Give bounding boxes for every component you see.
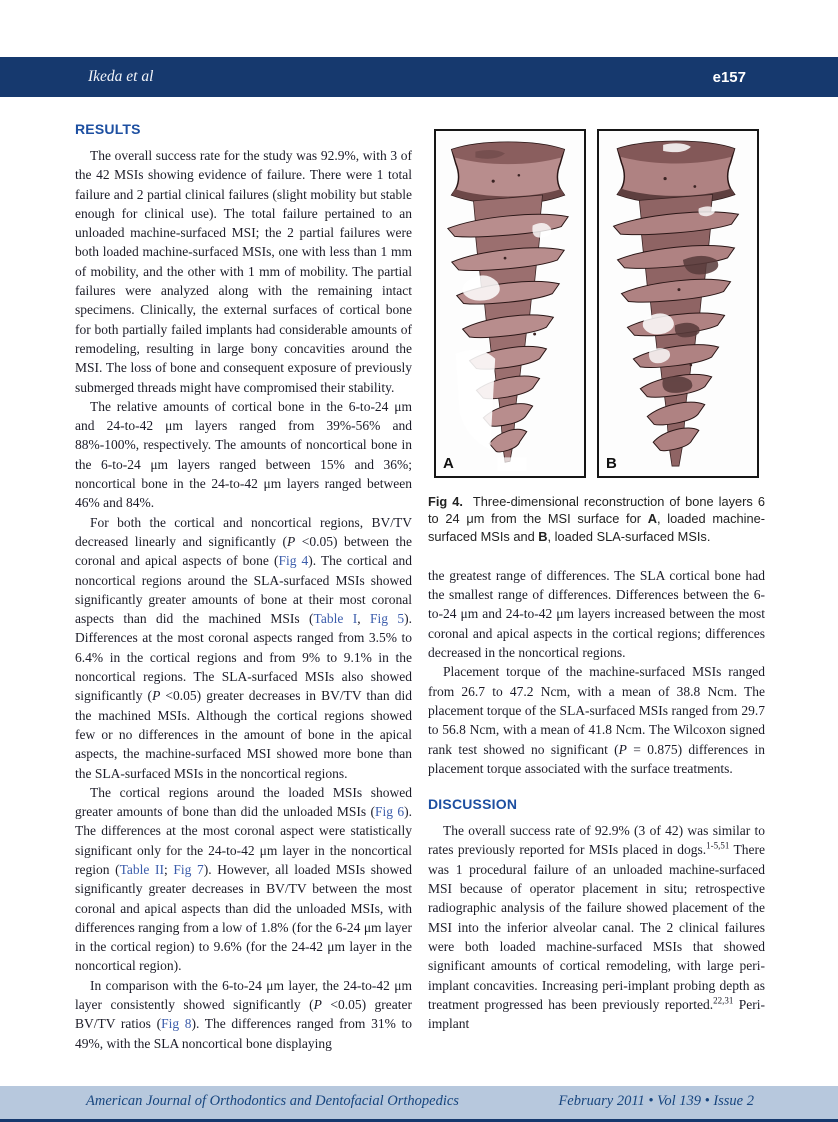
text-segment: <0.05) greater BV/TV ratios ( — [75, 997, 413, 1032]
text-segment: <0.05) between the coronal and apical aspects of bone ( — [75, 533, 413, 569]
text-segment: Fig 4. — [428, 494, 463, 509]
text-segment: A — [647, 511, 657, 527]
text-segment: The relative amounts of cortical bone in the 6-to-24 μm and 24-to-42 μm layers ranged from 39%-56% and 88%-100%, respectively. The amounts of noncortical bone in the 6-to-24 μm layers ranged between 15% and 36%; noncortical bone in the 24-to-42 μm layers ranged between 46% and 84%. — [75, 398, 412, 511]
text-segment: ). The differences at the most coronal aspect were statistically significant only for the 24-to-42 μm layer in the noncortical region ( — [75, 804, 412, 877]
results-paragraph — [75, 397, 412, 513]
cross-reference-link[interactable]: Table I — [313, 611, 358, 627]
results-paragraph-continued — [428, 566, 765, 662]
text-segment: P — [618, 741, 627, 757]
results-paragraph — [75, 146, 412, 397]
figure-panel-a — [434, 129, 586, 478]
page-number: e157 — [712, 68, 746, 86]
text-segment: , — [357, 611, 370, 627]
results-paragraph — [75, 513, 412, 783]
text-segment: Placement torque of the machine-surfaced MSIs ranged from 26.7 to 47.2 Ncm, with a mean of 38.8 Ncm. The placement torque of the SLA-surfaced MSIs ranged from 29.7 to 56.8 Ncm, with a mean of 41.8 Ncm. The Wilcoxon signed rank test showed no significant ( — [428, 664, 765, 757]
text-segment: P — [313, 997, 322, 1013]
text-segment: For both the cortical and noncortical regions, BV/TV decreased linearly and significantly ( — [75, 514, 412, 549]
text-segment: = 0.875) differences in placement torque associated with the surface treatments. — [428, 741, 765, 776]
text-segment: P — [152, 688, 161, 704]
panel-a-label: A — [443, 455, 454, 472]
cross-reference-link[interactable]: Fig 7 — [173, 861, 204, 877]
text-segment: ). Differences at the most coronal aspects ranged from 3.5% to 6.4% in the cortical regions and from 9% to 9.1% in the noncortical regions. The SLA-surfaced MSIs also showed significantly ( — [75, 611, 412, 704]
results-heading: RESULTS — [75, 121, 141, 137]
text-segment: , loaded SLA-surfaced MSIs. — [547, 528, 711, 544]
discussion-heading: DISCUSSION — [428, 796, 518, 813]
text-segment: 1-5,51 — [706, 840, 730, 851]
results-paragraph — [428, 662, 765, 778]
right-column-text — [428, 566, 765, 1034]
figure-panel-b — [597, 129, 759, 478]
text-segment: ). However, all loaded MSIs showed significantly greater decreases in BV/TV between the most coronal and apical aspects than did the unloaded MSIs, with differences ranging from a low of 1.8% (for the 6-24 μm layer in the cortical region) to 9.6% (for the 24-42 μm layer in the noncortical region). — [75, 861, 413, 974]
cross-reference-link[interactable]: Fig 8 — [161, 1016, 192, 1032]
running-head-authors: Ikeda et al — [88, 68, 154, 85]
msi-screw-reconstruction-a — [436, 131, 580, 472]
discussion-paragraph — [428, 821, 765, 1033]
cross-reference-link[interactable]: Fig 6 — [375, 804, 405, 820]
figure-4-caption — [428, 493, 765, 545]
text-segment: the greatest range of differences. The SLA cortical bone had the smallest range of differences. Differences between the 6-to-24 μm and 24-to-42 μm layers increased between the most coronal and apical aspects in the cortical regions; differences decreased in the noncortical regions. — [428, 567, 765, 661]
text-segment: B — [538, 528, 548, 544]
text-segment: The overall success rate of 92.9% (3 of 42) was similar to rates previously reported for MSIs placed in dogs. — [428, 823, 765, 858]
right-column — [428, 121, 765, 1033]
page-header-bar — [0, 57, 838, 97]
figure-4 — [434, 129, 765, 478]
cross-reference-link[interactable]: Fig 4 — [278, 553, 309, 569]
journal-title: American Journal of Orthodontics and Dentofacial Orthopedics — [86, 1092, 459, 1109]
left-column — [75, 121, 412, 1053]
text-segment: In comparison with the 6-to-24 μm layer, the 24-to-42 μm layer consistently showed significantly ( — [75, 977, 412, 1013]
results-paragraph — [75, 783, 412, 976]
text-segment: Three-dimensional reconstruction of bone layers 6 to 24 μm from the MSI surface for — [428, 494, 766, 527]
results-paragraph — [75, 976, 412, 1053]
page-footer-bar — [0, 1086, 838, 1122]
text-segment: <0.05) greater decreases in BV/TV than did the machined MSIs. Although the cortical regions showed few or no differences in the amount of bone in the apical aspects, the machine-surfaced MSI showed more bone than the SLA-surfaced MSIs in the noncortical regions. — [75, 688, 412, 781]
text-segment: There was 1 procedural failure of an unloaded machine-surfaced MSI because of operator placement in situ; retrospective radiographic analysis of the failure showed placement of the MSI into the inferior alveolar canal. The 2 clinical failures were both loaded machine-surfaced MSIs that showed significant amounts of cortical remodeling, with large peri-implant concavities. Increasing peri-implant probing depth as treatment progressed has been previously reported. — [428, 842, 766, 1012]
text-segment: ). The differences ranged from 31% to 49%, with the SLA noncortical bone displaying — [75, 1016, 412, 1051]
cross-reference-link[interactable]: Table II — [119, 861, 165, 877]
cross-reference-link[interactable]: Fig 5 — [369, 611, 405, 627]
text-segment: The cortical regions around the loaded MSIs showed greater amounts of bone than did the unloaded MSIs ( — [75, 784, 412, 820]
text-segment: Peri-implant — [428, 996, 766, 1032]
text-segment: The overall success rate for the study was 92.9%, with 3 of the 42 MSIs showing evidence of failure. There were 1 total failure and 2 partial clinical failures (slight mobility but stable enough for clinical use). The total failure pertained to an unloaded machine-surfaced MSI; the 2 partial failures were both loaded machine-surfaced MSIs, one with less than 1 mm of mobility, and the other with 1 mm of mobility. The partial failures were analyzed along with the remaining intact specimens. Clinically, the external surfaces of cortical bone for both partially failed implants had considerable amounts of remodeling, resulting in large bony concavities around the MSI. The loss of bone and consequent exposure of previously submerged threads might have compromised their stability. — [75, 148, 412, 395]
panel-b-label: B — [606, 455, 617, 472]
text-segment: ). The cortical and noncortical regions around the SLA-surfaced MSIs showed significantly greater amounts of bone at their most coronal aspects than did the machined MSIs ( — [75, 553, 412, 627]
msi-screw-reconstruction-b — [599, 131, 753, 472]
text-segment: ; — [164, 861, 174, 877]
issue-info: February 2011 • Vol 139 • Issue 2 — [558, 1092, 754, 1109]
text-segment: 22,31 — [713, 995, 734, 1006]
text-segment: , loaded machine-surfaced MSIs and — [428, 511, 765, 544]
text-segment: P — [287, 533, 296, 549]
